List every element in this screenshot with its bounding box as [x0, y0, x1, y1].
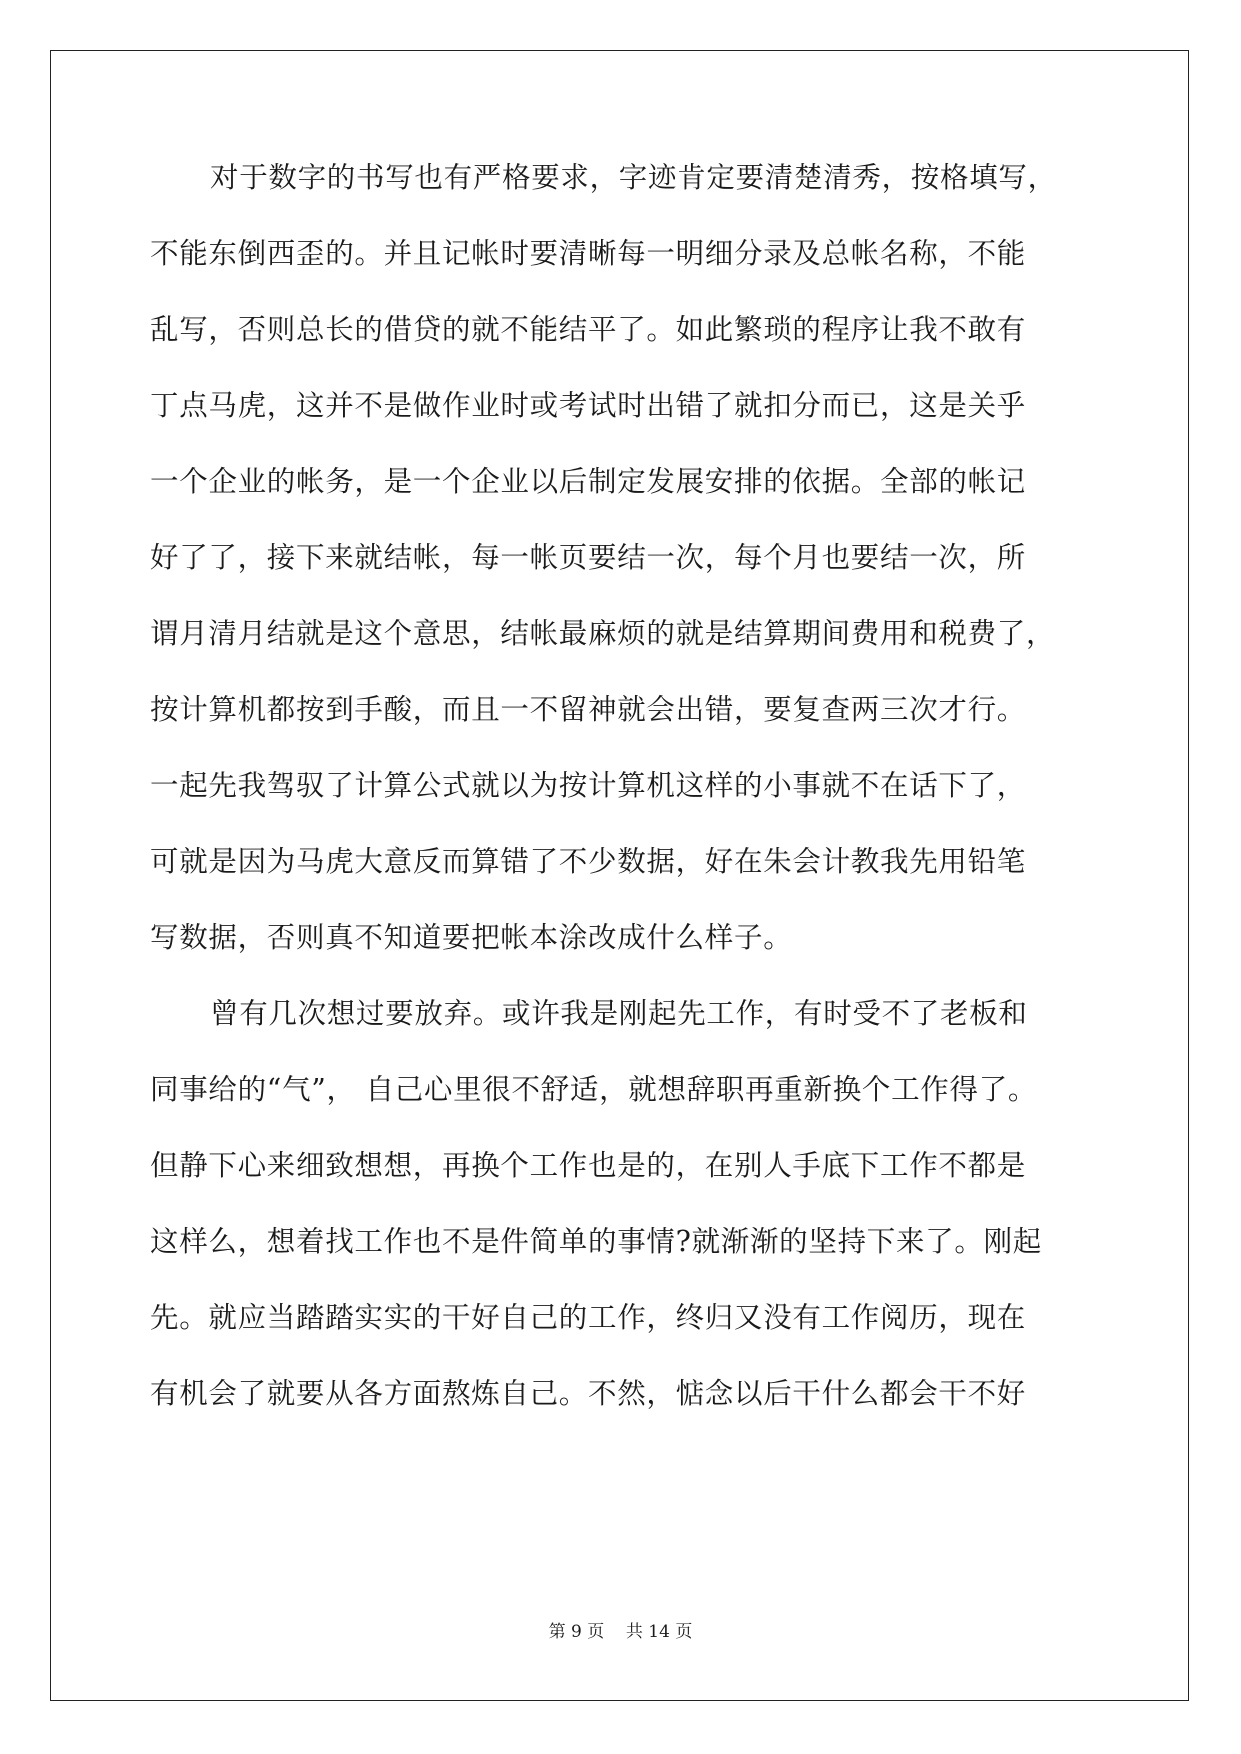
text-line: 按计算机都按到手酸，而且一不留神就会出错，要复查两三次才行。: [150, 693, 1027, 726]
text-line: 一个企业的帐务，是一个企业以后制定发展安排的依据。全部的帐记: [150, 465, 1027, 498]
text-line: 曾有几次想过要放弃。或许我是刚起先工作，有时受不了老板和: [210, 997, 1028, 1030]
text-line: 一起先我驾驭了计算公式就以为按计算机这样的小事就不在话下了，: [150, 769, 1027, 802]
text-line: 写数据，否则真不知道要把帐本涂改成什么样子。: [150, 921, 793, 954]
document-body: [150, 140, 1095, 1432]
text-line: 先。就应当踏踏实实的干好自己的工作，终归又没有工作阅历，现在: [150, 1301, 1027, 1334]
text-line: 谓月清月结就是这个意思，结帐最麻烦的就是结算期间费用和税费了，: [150, 617, 1056, 650]
text-line: 可就是因为马虎大意反而算错了不少数据，好在朱会计教我先用铅笔: [150, 845, 1027, 878]
text-line: 同事给的“气”， 自己心里很不舒适，就想辞职再重新换个工作得了。: [150, 1073, 1038, 1106]
page-footer: [0, 1617, 1241, 1642]
page-total: 共 14 页: [625, 1622, 693, 1642]
text-line: 有机会了就要从各方面熬炼自己。不然，惦念以后干什么都会干不好: [150, 1377, 1027, 1410]
text-line: 好了了，接下来就结帐，每一帐页要结一次，每个月也要结一次，所: [150, 541, 1027, 574]
text-line: 乱写，否则总长的借贷的就不能结平了。如此繁琐的程序让我不敢有: [150, 313, 1027, 346]
text-line: 但静下心来细致想想，再换个工作也是的，在别人手底下工作不都是: [150, 1149, 1027, 1182]
page-number: 第 9 页: [548, 1622, 605, 1642]
text-line: 不能东倒西歪的。并且记帐时要清晰每一明细分录及总帐名称，不能: [150, 237, 1027, 270]
text-line: 对于数字的书写也有严格要求，字迹肯定要清楚清秀，按格填写，: [210, 161, 1057, 194]
text-line: 丁点马虎，这并不是做作业时或考试时出错了就扣分而已，这是关乎: [150, 389, 1027, 422]
text-line: 这样么，想着找工作也不是件简单的事情?就渐渐的坚持下来了。刚起: [150, 1225, 1042, 1258]
